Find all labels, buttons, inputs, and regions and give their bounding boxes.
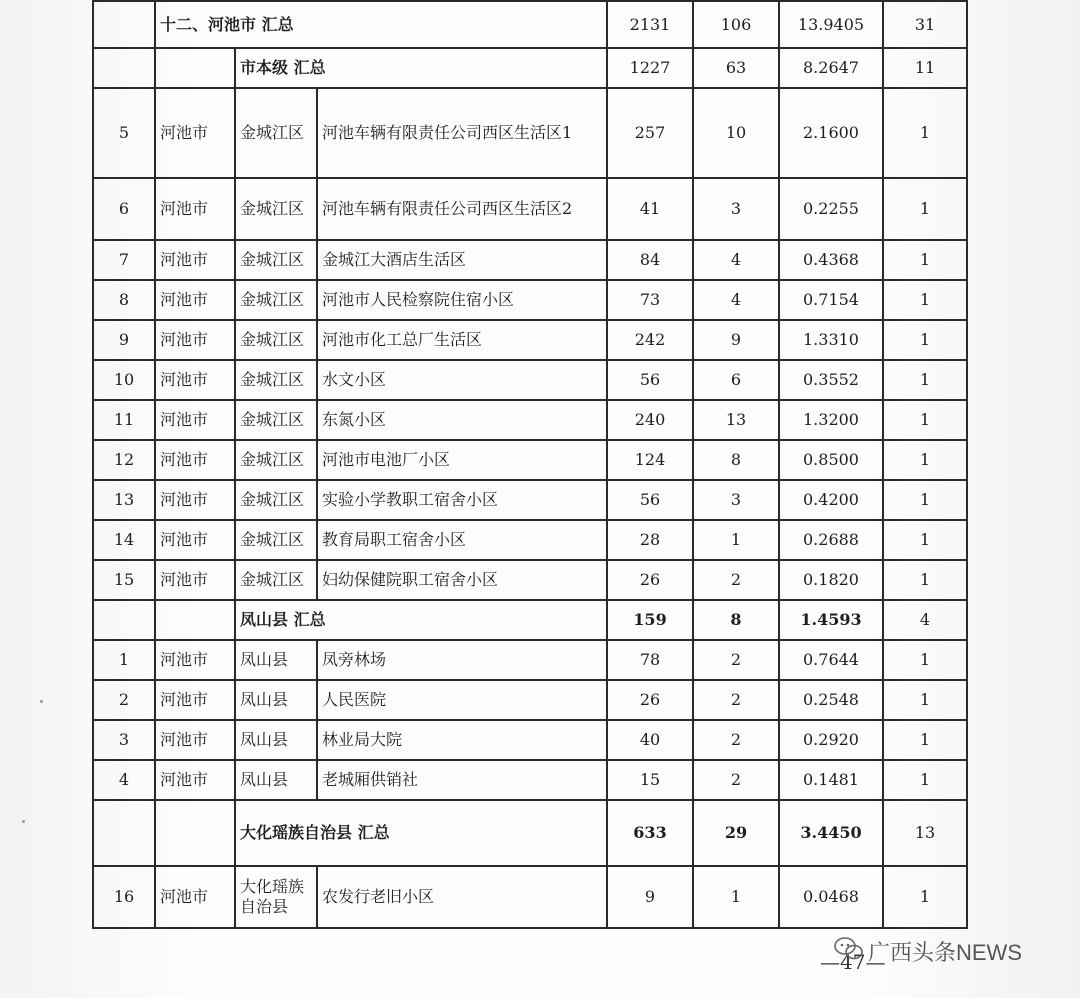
cell-city: 河池市 xyxy=(155,280,235,320)
cell-city xyxy=(155,800,235,866)
table-row xyxy=(93,866,967,928)
cell-area: 1.4593 xyxy=(779,600,883,640)
cell-no: 14 xyxy=(93,520,155,560)
cell-city xyxy=(155,48,235,88)
cell-count: 1 xyxy=(883,400,967,440)
cell-district: 凤山县 xyxy=(235,680,317,720)
cell-households: 242 xyxy=(607,320,693,360)
cell-district: 金城江区 xyxy=(235,400,317,440)
cell-city: 河池市 xyxy=(155,400,235,440)
cell-name: 河池市电池厂小区 xyxy=(317,440,607,480)
cell-buildings: 8 xyxy=(693,600,779,640)
cell-count: 1 xyxy=(883,280,967,320)
cell-city: 河池市 xyxy=(155,480,235,520)
cell-no: 8 xyxy=(93,280,155,320)
cell-buildings: 2 xyxy=(693,640,779,680)
cell-no: 13 xyxy=(93,480,155,520)
cell-area: 1.3200 xyxy=(779,400,883,440)
cell-district: 金城江区 xyxy=(235,520,317,560)
table-row xyxy=(93,640,967,680)
cell-no: 10 xyxy=(93,360,155,400)
cell-buildings: 2 xyxy=(693,560,779,600)
cell-count: 1 xyxy=(883,520,967,560)
cell-no xyxy=(93,800,155,866)
cell-area: 0.1820 xyxy=(779,560,883,600)
cell-area: 0.7644 xyxy=(779,640,883,680)
table-row xyxy=(93,720,967,760)
cell-households: 78 xyxy=(607,640,693,680)
cell-no: 3 xyxy=(93,720,155,760)
table-row xyxy=(93,560,967,600)
cell-households: 26 xyxy=(607,680,693,720)
cell-no: 6 xyxy=(93,178,155,240)
cell-name: 实验小学教职工宿舍小区 xyxy=(317,480,607,520)
cell-count: 1 xyxy=(883,680,967,720)
cell-households: 73 xyxy=(607,280,693,320)
cell-count: 1 xyxy=(883,640,967,680)
cell-city: 河池市 xyxy=(155,320,235,360)
watermark-brand: 广西头条NEWS xyxy=(868,940,1023,965)
cell-district: 金城江区 xyxy=(235,440,317,480)
district-line: 自治县 xyxy=(240,897,289,916)
table-row xyxy=(93,520,967,560)
cell-buildings: 1 xyxy=(693,866,779,928)
cell-households: 9 xyxy=(607,866,693,928)
cell-buildings: 6 xyxy=(693,360,779,400)
cell-no: 15 xyxy=(93,560,155,600)
cell-area: 0.2255 xyxy=(779,178,883,240)
cell-area: 3.4450 xyxy=(779,800,883,866)
cell-city: 河池市 xyxy=(155,560,235,600)
cell-area: 0.0468 xyxy=(779,866,883,928)
cell-no: 1 xyxy=(93,640,155,680)
cell-count: 1 xyxy=(883,866,967,928)
cell-households: 257 xyxy=(607,88,693,178)
cell-city: 河池市 xyxy=(155,866,235,928)
cell-buildings: 3 xyxy=(693,178,779,240)
cell-buildings: 2 xyxy=(693,760,779,800)
cell-area: 0.2688 xyxy=(779,520,883,560)
cell-area: 0.2920 xyxy=(779,720,883,760)
cell-name: 林业局大院 xyxy=(317,720,607,760)
cell-district: 金城江区 xyxy=(235,480,317,520)
cell-count: 13 xyxy=(883,800,967,866)
cell-buildings: 9 xyxy=(693,320,779,360)
cell-name: 河池市化工总厂生活区 xyxy=(317,320,607,360)
table-row xyxy=(93,400,967,440)
cell-city: 河池市 xyxy=(155,360,235,400)
cell-area: 2.1600 xyxy=(779,88,883,178)
cell-households: 1227 xyxy=(607,48,693,88)
table-row xyxy=(93,88,967,178)
cell-households: 26 xyxy=(607,560,693,600)
cell-households: 28 xyxy=(607,520,693,560)
cell-name: 河池市人民检察院住宿小区 xyxy=(317,280,607,320)
data-table xyxy=(92,0,968,929)
cell-no: 5 xyxy=(93,88,155,178)
cell-no: 4 xyxy=(93,760,155,800)
cell-households: 124 xyxy=(607,440,693,480)
cell-city: 河池市 xyxy=(155,88,235,178)
cell-households: 56 xyxy=(607,480,693,520)
cell-no: 11 xyxy=(93,400,155,440)
cell-buildings: 13 xyxy=(693,400,779,440)
cell-households: 2131 xyxy=(607,1,693,48)
cell-area: 0.3552 xyxy=(779,360,883,400)
cell-name: 农发行老旧小区 xyxy=(317,866,607,928)
cell-city: 河池市 xyxy=(155,680,235,720)
cell-district: 金城江区 xyxy=(235,360,317,400)
table-row xyxy=(93,440,967,480)
cell-households: 41 xyxy=(607,178,693,240)
cell-count: 1 xyxy=(883,760,967,800)
cell-district: 凤山县 xyxy=(235,640,317,680)
cell-households: 15 xyxy=(607,760,693,800)
cell-count: 1 xyxy=(883,240,967,280)
cell-no: 12 xyxy=(93,440,155,480)
cell-buildings: 4 xyxy=(693,240,779,280)
cell-buildings: 10 xyxy=(693,88,779,178)
cell-district: 金城江区 xyxy=(235,560,317,600)
wechat-icon xyxy=(834,936,864,962)
district-line: 大化瑶族 xyxy=(240,877,305,896)
cell-no: 7 xyxy=(93,240,155,280)
cell-count: 1 xyxy=(883,480,967,520)
cell-count: 4 xyxy=(883,600,967,640)
page-number: —47— xyxy=(820,950,886,974)
cell-households: 240 xyxy=(607,400,693,440)
cell-count: 1 xyxy=(883,88,967,178)
cell-buildings: 29 xyxy=(693,800,779,866)
cell-name: 教育局职工宿舍小区 xyxy=(317,520,607,560)
cell-city: 河池市 xyxy=(155,720,235,760)
cell-households: 56 xyxy=(607,360,693,400)
summary-label: 十二、河池市 汇总 xyxy=(155,1,607,48)
summary-label: 大化瑶族自治县 汇总 xyxy=(235,800,607,866)
cell-households: 633 xyxy=(607,800,693,866)
cell-city: 河池市 xyxy=(155,178,235,240)
cell-area: 0.4200 xyxy=(779,480,883,520)
cell-count: 11 xyxy=(883,48,967,88)
cell-area: 0.4368 xyxy=(779,240,883,280)
cell-name: 金城江大酒店生活区 xyxy=(317,240,607,280)
scan-speck xyxy=(22,820,25,823)
cell-district: 金城江区 xyxy=(235,280,317,320)
cell-city: 河池市 xyxy=(155,640,235,680)
cell-name: 老城厢供销社 xyxy=(317,760,607,800)
cell-count: 1 xyxy=(883,320,967,360)
cell-area: 0.2548 xyxy=(779,680,883,720)
cell-name: 河池车辆有限责任公司西区生活区1 xyxy=(317,88,607,178)
cell-city: 河池市 xyxy=(155,760,235,800)
cell-buildings: 63 xyxy=(693,48,779,88)
cell-households: 40 xyxy=(607,720,693,760)
cell-area: 0.8500 xyxy=(779,440,883,480)
cell-count: 31 xyxy=(883,1,967,48)
cell-district: 金城江区 xyxy=(235,88,317,178)
table-row xyxy=(93,680,967,720)
cell-buildings: 106 xyxy=(693,1,779,48)
cell-name: 水文小区 xyxy=(317,360,607,400)
cell-district: 金城江区 xyxy=(235,240,317,280)
cell-name: 妇幼保健院职工宿舍小区 xyxy=(317,560,607,600)
cell-count: 1 xyxy=(883,178,967,240)
cell-area: 8.2647 xyxy=(779,48,883,88)
cell-city xyxy=(155,600,235,640)
cell-area: 1.3310 xyxy=(779,320,883,360)
summary-label: 凤山县 汇总 xyxy=(235,600,607,640)
cell-count: 1 xyxy=(883,560,967,600)
scan-speck xyxy=(40,700,43,703)
cell-name: 凤旁林场 xyxy=(317,640,607,680)
cell-no: 9 xyxy=(93,320,155,360)
cell-households: 84 xyxy=(607,240,693,280)
cell-district xyxy=(235,866,317,928)
table-row xyxy=(93,360,967,400)
cell-no: 16 xyxy=(93,866,155,928)
cell-name: 人民医院 xyxy=(317,680,607,720)
cell-district: 凤山县 xyxy=(235,720,317,760)
cell-area: 0.7154 xyxy=(779,280,883,320)
summary-label: 市本级 汇总 xyxy=(235,48,607,88)
summary-row-fengshan xyxy=(93,600,967,640)
cell-buildings: 8 xyxy=(693,440,779,480)
cell-no xyxy=(93,600,155,640)
cell-count: 1 xyxy=(883,360,967,400)
cell-no xyxy=(93,48,155,88)
table-row xyxy=(93,178,967,240)
cell-buildings: 4 xyxy=(693,280,779,320)
summary-row-municipal xyxy=(93,48,967,88)
cell-count: 1 xyxy=(883,440,967,480)
table-row xyxy=(93,760,967,800)
cell-households: 159 xyxy=(607,600,693,640)
cell-buildings: 2 xyxy=(693,680,779,720)
cell-buildings: 1 xyxy=(693,520,779,560)
table-row xyxy=(93,320,967,360)
cell-name: 东氮小区 xyxy=(317,400,607,440)
cell-city: 河池市 xyxy=(155,520,235,560)
cell-name: 河池车辆有限责任公司西区生活区2 xyxy=(317,178,607,240)
cell-buildings: 2 xyxy=(693,720,779,760)
cell-area: 0.1481 xyxy=(779,760,883,800)
cell-district: 金城江区 xyxy=(235,178,317,240)
table-row xyxy=(93,240,967,280)
cell-no: 2 xyxy=(93,680,155,720)
cell-area: 13.9405 xyxy=(779,1,883,48)
summary-row-dahua xyxy=(93,800,967,866)
cell-buildings: 3 xyxy=(693,480,779,520)
cell-city: 河池市 xyxy=(155,440,235,480)
cell-district: 凤山县 xyxy=(235,760,317,800)
table-row xyxy=(93,280,967,320)
summary-row-city xyxy=(93,1,967,48)
cell-no xyxy=(93,1,155,48)
table-row xyxy=(93,480,967,520)
cell-count: 1 xyxy=(883,720,967,760)
cell-district: 金城江区 xyxy=(235,320,317,360)
cell-city: 河池市 xyxy=(155,240,235,280)
